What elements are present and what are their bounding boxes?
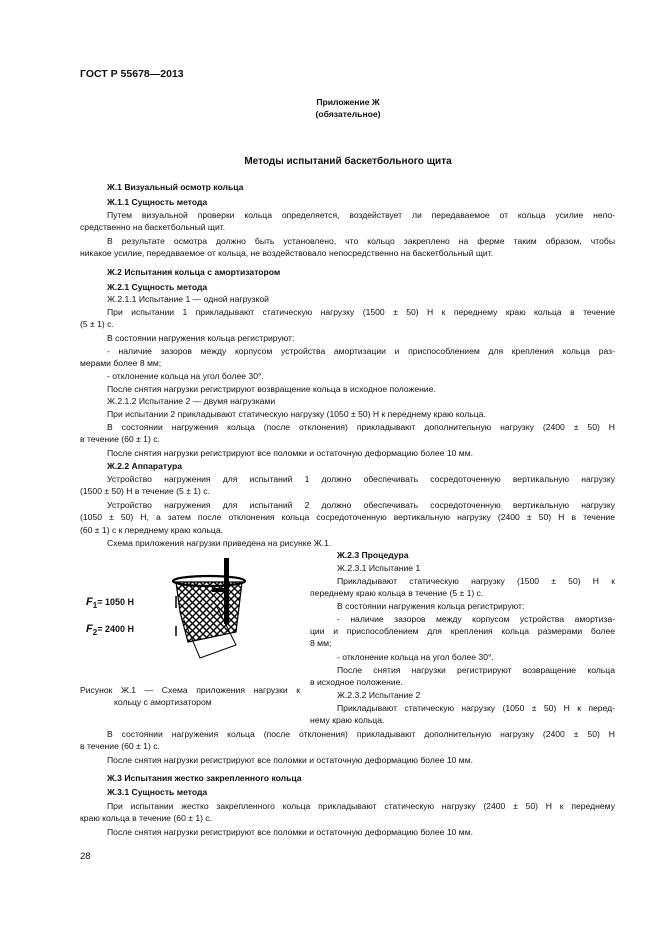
- paragraph: При испытании жестко закрепленного кольца прикладывают статическую нагрузку (2400 ± 50) Н к переднему: [107, 801, 615, 811]
- paragraph: 8 мм;: [310, 638, 332, 648]
- page-number: 28: [80, 851, 91, 862]
- paragraph: В состоянии нагружения кольца (после отклонения) прикладывают дополнительную нагрузку (2400 ± 50) Н: [107, 729, 615, 739]
- paragraph: в течение (60 ± 1) с.: [80, 741, 160, 751]
- paragraph: (1500 ± 50) Н в течение (5 ± 1) с.: [80, 486, 210, 496]
- paragraph: В состоянии нагружения кольца (после отклонения) прикладывают дополнительную нагрузку (2400 ± 50) Н: [107, 422, 615, 432]
- document-header: ГОСТ Р 55678—2013: [80, 68, 184, 80]
- paragraph: в исходное положение.: [310, 677, 403, 687]
- f1-symbol: F: [86, 596, 93, 608]
- paragraph: (5 ± 1) с.: [80, 319, 114, 329]
- clause-heading: Ж.2.1.2 Испытание 2 — двумя нагрузками: [107, 396, 276, 406]
- paragraph: Прикладывают статическую нагрузку (1050 ± 50) Н к перед-: [337, 703, 615, 713]
- paragraph: После снятия нагрузки регистрируют все поломки и остаточную деформацию более 10 мм.: [107, 827, 473, 837]
- section-heading: Ж.2 Испытания кольца с амортизатором: [107, 267, 281, 277]
- paragraph: После снятия нагрузки регистрируют все поломки и остаточную деформацию более 10 мм.: [107, 448, 473, 458]
- load-label-f1: [86, 595, 134, 613]
- paragraph: краю кольца в течение (60 ± 1) с.: [80, 813, 213, 823]
- paragraph: - отклонение кольца на угол более 30°.: [107, 371, 264, 381]
- paragraph: После снятия нагрузки регистрируют все поломки и остаточную деформацию более 10 мм.: [107, 755, 473, 765]
- paragraph: Путем визуальной проверки кольца определяется, воздействует ли передаваемое от кольца усилие непо-: [107, 210, 615, 220]
- subsection-heading: Ж.3.1 Сущность метода: [107, 787, 208, 797]
- clause-heading: Ж.2.3.2 Испытание 2: [337, 690, 421, 700]
- paragraph: - наличие зазоров между корпусом устройства амортиза-: [337, 614, 615, 624]
- figure-caption: Рисунок Ж.1 — Схема приложения нагрузки к: [80, 685, 300, 695]
- f2-symbol: F: [86, 623, 93, 635]
- load-label-f2: [86, 622, 134, 640]
- clause-heading: Ж.2.3.1 Испытание 1: [337, 563, 421, 573]
- appendix-title: Приложение Ж: [316, 97, 380, 107]
- paragraph: (60 ± 1) с к переднему краю кольца.: [80, 525, 223, 535]
- paragraph: При испытании 1 прикладывают статическую нагрузку (1500 ± 50) Н к переднему краю кольца в течение: [107, 307, 615, 317]
- paragraph: При испытании 2 прикладывают статическую нагрузку (1050 ± 50) Н к переднему краю кольца.: [107, 409, 486, 419]
- paragraph: - отклонение кольца на угол более 30°.: [337, 652, 494, 662]
- paragraph: Прикладывают статическую нагрузку (1500 ± 50) Н к: [337, 576, 615, 586]
- paragraph: в течение (60 ± 1) с.: [80, 434, 160, 444]
- basket-ring-figure: [84, 550, 312, 680]
- subsection-heading: Ж.1.1 Сущность метода: [107, 197, 208, 207]
- paragraph: ции и приспособлением для крепления кольца размерами более: [310, 626, 615, 636]
- paragraph: Устройство нагружения для испытаний 1 должно обеспечивать сосредоточенную вертикальную нагрузку: [107, 474, 615, 484]
- f2-value: = 2400 Н: [97, 624, 134, 634]
- paragraph: В состоянии нагружения кольца регистрируют:: [337, 601, 525, 611]
- subsection-heading: Ж.2.3 Процедура: [337, 550, 409, 560]
- main-title: Методы испытаний баскетбольного щита: [244, 156, 452, 167]
- figure-caption: кольцу с амортизатором: [114, 697, 212, 707]
- paragraph: Схема приложения нагрузки приведена на рисунке Ж.1.: [107, 538, 332, 548]
- paragraph: никакое усилие, передаваемое от кольца, не воздействовало непосредственно на баскетбольный щит.: [80, 248, 494, 258]
- net: [176, 582, 242, 642]
- section-heading: Ж.1 Визуальный осмотр кольца: [107, 182, 244, 192]
- paragraph: - наличие зазоров между корпусом устройства амортизации и приспособлением для крепления кольца раз-: [107, 346, 615, 356]
- paragraph: После снятия нагрузки регистрируют возвращение кольца: [337, 665, 615, 675]
- subsection-heading: Ж.2.2 Аппаратура: [107, 461, 183, 471]
- section-heading: Ж.3 Испытания жестко закрепленного кольца: [107, 773, 302, 783]
- paragraph: В результате осмотра должно быть установлено, что кольцо закреплено на ферме таким образом, чтобы: [107, 236, 615, 246]
- paragraph: Устройство нагружения для испытаний 2 должно обеспечивать сосредоточенную вертикальную нагрузку: [107, 500, 615, 510]
- paragraph: нему краю кольца.: [310, 715, 385, 725]
- appendix-status: (обязательное): [315, 109, 381, 119]
- f2-subscript: 2: [92, 628, 98, 638]
- clause-heading: Ж.2.1.1 Испытание 1 — одной нагрузкой: [107, 294, 269, 304]
- f1-subscript: 1: [92, 601, 98, 611]
- f1-value: = 1050 Н: [97, 597, 134, 607]
- paragraph: средственно на баскетбольный щит.: [80, 222, 226, 232]
- paragraph: После снятия нагрузки регистрируют возвращение кольца в исходное положение.: [107, 384, 436, 394]
- paragraph: (1050 ± 50) Н, а затем после отклонения кольца сосредоточенную вертикальную нагрузку (2400 ± 50) Н в течение: [80, 512, 615, 522]
- paragraph: переднему краю кольца в течение (5 ± 1) с.: [310, 588, 484, 598]
- paragraph: мерами более 8 мм;: [80, 358, 162, 368]
- paragraph: В состоянии нагружения кольца регистрируют:: [107, 333, 295, 343]
- subsection-heading: Ж.2.1 Сущность метода: [107, 282, 208, 292]
